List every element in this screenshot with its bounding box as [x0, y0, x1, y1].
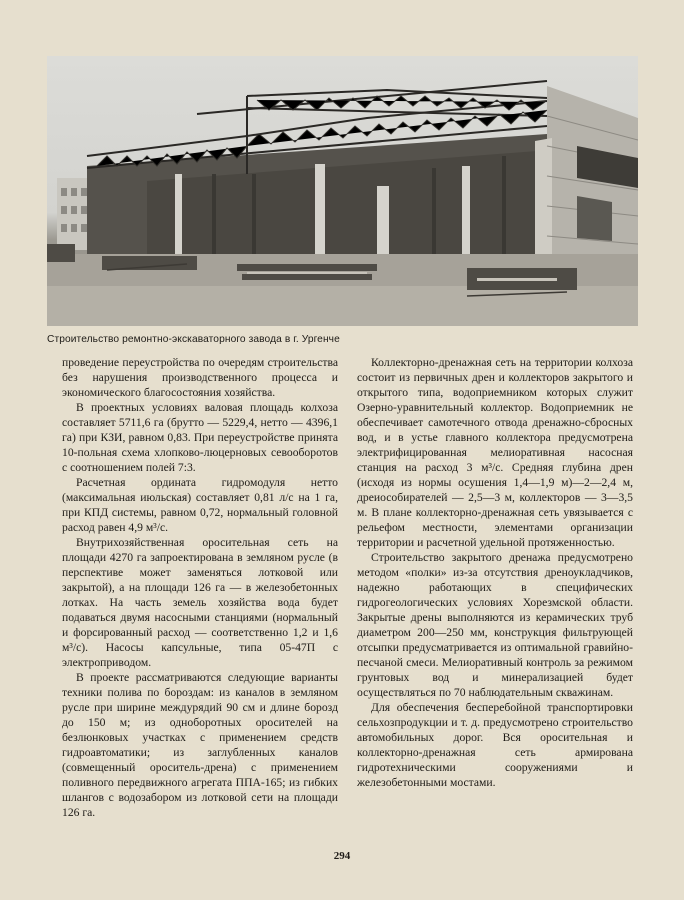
paragraph: Внутрихозяйственная оросительная сеть на площади 4270 га запроектирована в земляном русле (в перспективе может заменяться лотковой или закрытой), а на площади 126 га — в железобетонных лотках. На часть земель хозяйства вода будет подаваться двумя насосными станциями (нормальный и форсированный расход — соответственно 1,2 и 1,6 м³/с). Насосы капсульные, типа 05-47П с электроприводом. — [62, 536, 338, 669]
factory-construction-photo — [47, 56, 638, 326]
paragraph: Для обеспечения бесперебойной транспортировки сельхозпродукции и т. д. предусмотрено строительство автомобильных дорог. Вся оросительная и коллекторно-дренажная сеть армирована гидротехническими сооружениями и железобетонными мостами. — [357, 701, 633, 789]
paragraph: В проекте рассматриваются следующие варианты техники полива по бороздам: из каналов в земляном русле при ширине междурядий 90 см и длине борозд до 150 м; из одноборотных оросителей на безлюнковых участках с применением средств гидроавтоматики; из заглубленных каналов (совмещенный ороситель-дрена) с применением поливного передвижного агрегата ППА-165; из гибких шлангов с водозабором из лотковой сети на площади 126 га. — [62, 671, 338, 819]
figure-caption: Строительство ремонтно-экскаваторного завода в г. Ургенче — [47, 334, 340, 345]
paragraph: Строительство закрытого дренажа предусмотрено методом «полки» из-за отсутствия дреноукладчиков, надежно работающих в специфических гидрогеологических условиях Хорезмской области. Закрытые дрены выполняются из керамических труб диаметром 200—250 мм, конструкция фильтрующей отсыпки предусматривается из оптимальной гравийно-песчаной смеси. Мелиоративный контроль за режимом грунтовых вод и минерализацией будет осуществляться по 70 наблюдательным скважинам. — [357, 551, 633, 699]
paragraph: проведение переустройства по очередям строительства без нарушения производственного процесса и экономического благосостояния хозяйства. — [62, 356, 338, 399]
paragraph: Коллекторно-дренажная сеть на территории колхоза состоит из первичных дрен и коллекторов закрытого и открытого типа, водоприемником которых служит Озерно-уравнительный коллектор. Водоприемник не обеспечивает самотечного отвода дренажно-сбросных вод, и в устье главного коллектора предусмотрена электрифицированная мелиоративная насосная станция на расход 3 м³/с. Средняя глубина дрен (исходя из нормы осушения 1,4—1,9 м)—2—2,4 м, дреиособирателей — 2,5—3 м, коллекторов — 3—3,5 м. В плане коллекторно-дренажная сеть увязывается с рельефом местности, элементами организации территории и расчетной удельной протяженностью. — [357, 356, 633, 549]
left-text-column — [62, 355, 338, 820]
right-text-column — [357, 355, 633, 790]
paragraph: Расчетная ордината гидромодуля нетто (максимальная июльская) составляет 0,81 л/с на 1 га, при КПД системы, равном 0,72, нормальный головной расход равен 4,9 м³/с. — [62, 476, 338, 534]
paragraph: В проектных условиях валовая площадь колхоза составляет 5711,6 га (брутто — 5229,4, нетто — 4396,1 га) при КЗИ, равном 0,83. При переустройстве принята 10-польная схема хлопково-люцерновых севооборотов с соотношением полей 7:3. — [62, 401, 338, 474]
page-number: 294 — [333, 850, 351, 862]
